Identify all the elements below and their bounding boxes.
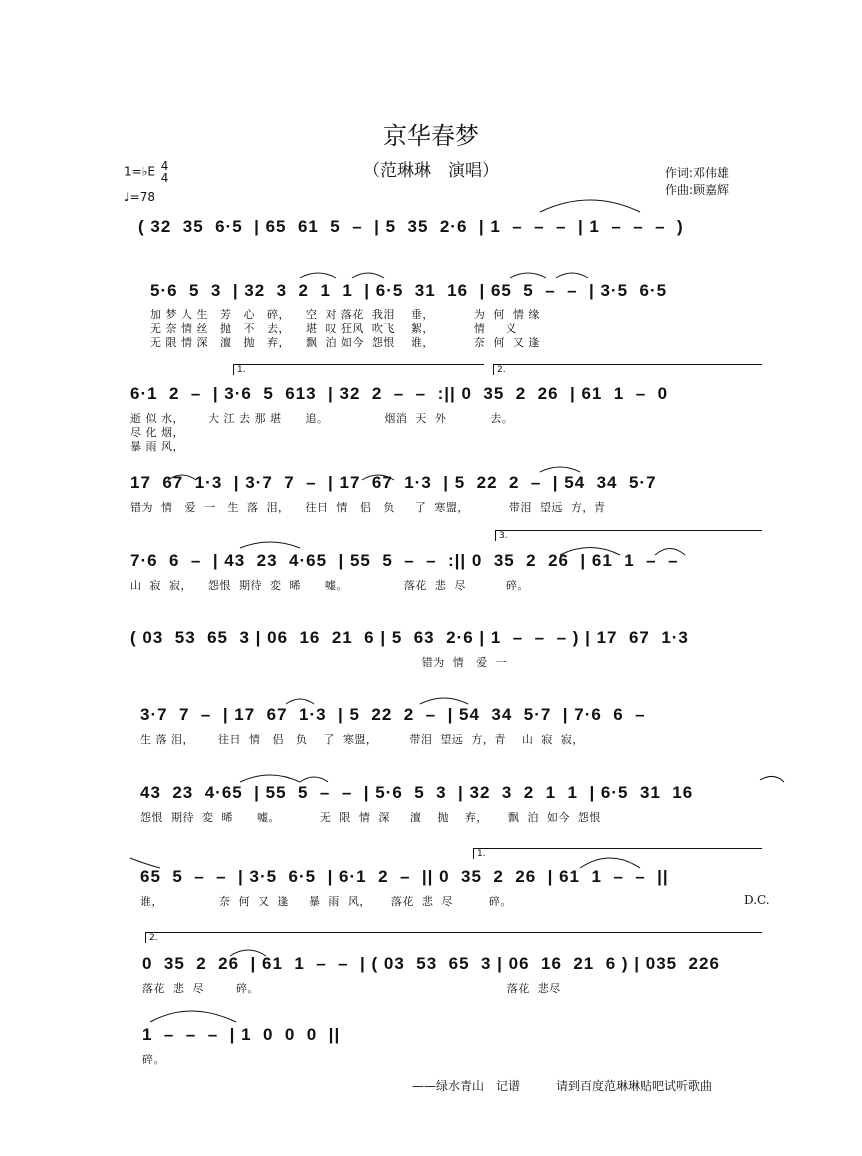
- footer-note: ——绿水青山 记谱 请到百度范琳琳贴吧试听歌曲: [412, 1079, 713, 1093]
- tie-arc: [540, 200, 640, 212]
- song-title: 京华春梦: [383, 122, 479, 150]
- song-subtitle: （范琳琳 演唱）: [363, 161, 499, 181]
- notes-row-6: 3·7 7 – | 17 67 1·3 | 5 22 2 – | 54 34 5·7 | 7·6 6 –: [140, 705, 646, 724]
- slur-arc: [300, 273, 336, 278]
- notes-row-2: 6·1 2 – | 3·6 5 613 | 32 2 – – :|| 0 35 2 26 | 61 1 – 0: [130, 384, 669, 403]
- notes-row-7: 43 23 4·65 | 55 5 – – | 5·6 5 3 | 32 3 2 1 1 | 6·5 31 16: [140, 783, 694, 802]
- lyric-row-4: 山 寂 寂， 怨恨 期待 変 晞 嘘。 落花 悲 尽 碎。: [130, 579, 529, 592]
- composer-credit: 作曲:顾嘉辉: [665, 183, 730, 197]
- notes-row-1: 5·6 5 3 | 32 3 2 1 1 | 6·5 31 16 | 65 5 – – | 3·5 6·5: [150, 281, 668, 300]
- lyric-row-9: 落花 悲 尽 碎。 落花 悲尽: [142, 982, 561, 995]
- lyric-row-7: 怨恨 期待 変 晞 嘘。 无 限 情 深 澶 抛 弃， 飘 泊 如今 怨恨: [140, 811, 601, 824]
- lyric-row-2-verse-1: 逝 似 水， 大 江 去 那 堪 追。 烟消 天 外 去。: [130, 412, 514, 425]
- slur-arc: [286, 699, 314, 704]
- lyric-row-6: 生 落 泪， 往日 情 侣 负 了 寒盟， 带泪 望远 方，青 山 寂 寂，: [140, 733, 584, 746]
- volta-first-ending: 1.: [233, 364, 484, 375]
- lyric-row-8: 谁， 奈 何 又 逢 暴 雨 风， 落花 悲 尽 碎。: [140, 895, 512, 908]
- tempo-mark: ♩=78: [124, 190, 155, 204]
- lyric-row-10: 碎。: [142, 1053, 165, 1066]
- lyric-row-1-verse-1: 加 梦 人 生 芳 心 碎， 空 对 落花 我泪 垂， 为 何 情 缘: [150, 308, 540, 321]
- notes-row-8: 65 5 – – | 3·5 6·5 | 6·1 2 – || 0 35 2 26 | 61 1 – – ||: [140, 867, 669, 886]
- slur-arc: [540, 467, 580, 472]
- volta-second-ending: 2.: [493, 364, 762, 375]
- notes-row-9: 0 35 2 26 | 61 1 – – | ( 03 53 65 3 | 06 16 21 6 ) | 035 226: [142, 954, 720, 973]
- slur-arc: [420, 698, 468, 704]
- lyric-row-3: 错为 情 爱 一 生 落 泪， 往日 情 侣 负 了 寒盟， 带泪 望远 方，青: [130, 501, 606, 514]
- volta-third-ending: 3.: [495, 530, 762, 541]
- lyric-row-2-verse-3: 暴 雨 风，: [130, 440, 184, 453]
- notes-row-0: ( 32 35 6·5 | 65 61 5 – | 5 35 2·6 | 1 – – – | 1 – – – ): [138, 217, 684, 236]
- lyric-row-1-verse-2: 无 奈 情 丝 抛 不 去， 堪 叹 狂风 吹飞 絮， 情 义: [150, 322, 517, 335]
- time-signature: [161, 160, 169, 184]
- volta-first-ending-end: 1.: [473, 848, 762, 859]
- slur-arc: [240, 542, 300, 548]
- lyric-row-5: 错为 情 爱 一: [130, 656, 508, 669]
- notes-row-5: ( 03 53 65 3 | 06 16 21 6 | 5 63 2·6 | 1 – – – ) | 17 67 1·3: [130, 628, 689, 647]
- slur-arc: [510, 273, 546, 278]
- notes-row-10: 1 – – – | 1 0 0 0 ||: [142, 1025, 341, 1044]
- tie-arc: [150, 1011, 236, 1022]
- da-capo-mark: D.C.: [744, 893, 770, 907]
- slur-arc: [760, 776, 784, 782]
- slur-arc: [300, 777, 328, 782]
- notes-row-3: 17 67 1·3 | 3·7 7 – | 17 67 1·3 | 5 22 2 – | 54 34 5·7: [130, 473, 657, 492]
- lyricist-credit: 作词:邓伟雄: [665, 166, 730, 180]
- time-signature-bottom: 4: [160, 171, 169, 185]
- lyric-row-1-verse-3: 无 限 情 深 澶 抛 弃， 飘 泊 如今 怨恨 谁， 奈 何 又 逢: [150, 336, 540, 349]
- lyric-row-2-verse-2: 尽 化 烟，: [130, 426, 184, 439]
- slur-arc: [352, 273, 384, 278]
- key-signature: [124, 160, 168, 184]
- key-label: 1=♭E: [124, 164, 155, 179]
- notes-row-4: 7·6 6 – | 43 23 4·65 | 55 5 – – :|| 0 35 2 26 | 61 1 – –: [130, 551, 679, 570]
- slur-arc: [556, 273, 588, 278]
- slur-arc: [240, 775, 300, 782]
- time-signature-top: 4: [160, 159, 169, 173]
- volta-second-ending-end: 2.: [145, 932, 762, 943]
